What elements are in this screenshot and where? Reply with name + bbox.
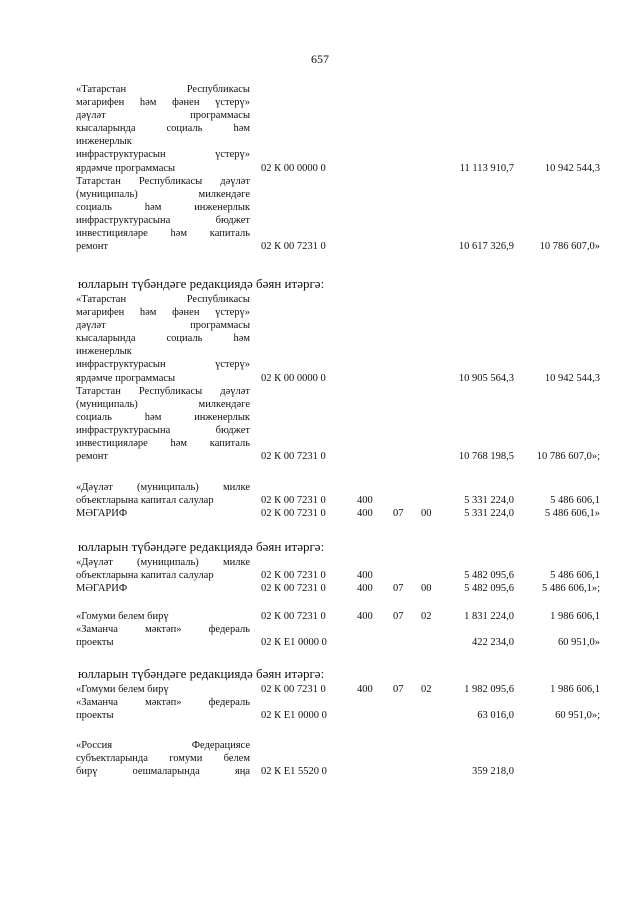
value-year1-cell: 63 016,0 [477,710,514,722]
code-cell: 02 К Е1 0000 0 [261,637,327,649]
row-name-line: «Дәүләт (муниципаль) милке [76,557,250,568]
value-year2-cell: 5 486 606,1» [544,508,600,520]
row-name [76,610,250,623]
row-name-line: инвестицияләре һәм капиталь [76,438,250,450]
row-name-line: инфраструктурасына бюджет [76,214,250,226]
expense-type-cell: 400 [357,583,373,595]
row-name-line: ремонт [76,241,109,253]
row-name-line: «Гомуми белем бирү [76,611,169,622]
expense-type-cell: 400 [357,611,373,622]
code-cell: 02 К 00 7231 0 [261,570,326,582]
row-name [76,623,250,649]
row-name [76,582,250,595]
row-name-line: (муниципаль) милкендәге [76,398,250,410]
value-year2-cell: 5 486 606,1 [550,570,600,582]
row-name [76,83,250,175]
expense-type-cell: 400 [357,570,373,582]
row-name-line: инфраструктурасына бюджет [76,424,250,436]
code-cell: 02 К 00 7231 0 [261,684,326,695]
code-cell: 02 К 00 7231 0 [261,241,326,253]
row-name-line: «Дәүләт (муниципаль) милке [76,482,250,493]
section-cell: 07 [393,684,404,695]
row-name-line: «Заманча мәктәп» федераль [76,697,250,709]
expense-type-cell: 400 [357,495,373,507]
value-year1-cell: 10 617 326,9 [458,241,514,253]
value-year2-cell: 1 986 606,1 [550,684,600,695]
value-year1-cell: 1 831 224,0 [464,611,514,622]
row-name-line: субъектларында гомуми белем [76,753,250,765]
value-year1-cell: 5 482 095,6 [464,570,514,582]
expense-type-cell: 400 [357,508,373,520]
code-cell: 02 К Е1 0000 0 [261,710,327,722]
value-year2-cell: 60 951,0» [558,637,600,649]
row-name [76,683,250,696]
section-heading: юлларын түбәндәге редакциядә бәян итәргә: [78,276,325,291]
row-name-line: проекты [76,710,114,722]
value-year2-cell: 5 486 606,1 [550,495,600,507]
value-year2-cell: 10 942 544,3 [544,162,600,174]
row-name-line: кысаларында социаль һәм [76,123,250,135]
row-name [76,481,250,507]
row-name [76,556,250,582]
code-cell: 02 К 00 7231 0 [261,451,326,463]
row-name [76,739,250,778]
code-cell: 02 К Е1 5520 0 [261,766,327,778]
row-name-line: Татарстан Республикасы дәүләт [76,385,250,397]
row-name-line: МӘГАРИФ [76,508,128,520]
row-name [76,385,250,464]
row-name-line: дәүләт программасы [76,110,250,122]
row-name-line: мәгарифен һәм фәнен үстерү» [76,97,250,109]
subsection-cell: 00 [421,583,432,595]
row-name-line: «Заманча мәктәп» федераль [76,624,250,636]
row-name-line: МӘГАРИФ [76,583,128,595]
value-year2-cell: 5 486 606,1»; [541,583,600,595]
row-name-line: бирү оешмаларында яңа [76,766,250,778]
row-name-line: «Татарстан Республикасы [76,84,250,95]
row-name-line: «Россия Федерациясе [76,740,250,751]
value-year2-cell: 60 951,0»; [555,710,600,722]
row-name [76,175,250,254]
subsection-cell: 00 [421,508,432,520]
row-name-line: Татарстан Республикасы дәүләт [76,175,250,187]
row-name-line: проекты [76,637,114,649]
section-heading: юлларын түбәндәге редакциядә бәян итәргә: [78,666,325,681]
row-name-line: (муниципаль) милкендәге [76,188,250,200]
value-year1-cell: 359 218,0 [472,766,514,778]
row-name-line: инженерлык [76,346,132,358]
code-cell: 02 К 00 0000 0 [261,162,326,174]
value-year2-cell: 10 786 607,0» [539,241,600,253]
subsection-cell: 02 [421,684,432,695]
section-cell: 07 [393,583,404,595]
value-year1-cell: 5 482 095,6 [464,583,514,595]
value-year1-cell: 422 234,0 [472,637,514,649]
value-year1-cell: 10 905 564,3 [458,372,514,384]
row-name-line: ремонт [76,451,109,463]
section-cell: 07 [393,611,404,622]
value-year2-cell: 1 986 606,1 [550,611,600,622]
row-name-line: ярдәмче программасы [76,162,176,174]
code-cell: 02 К 00 7231 0 [261,508,326,520]
code-cell: 02 К 00 0000 0 [261,372,326,384]
row-name-line: мәгарифен һәм фәнен үстерү» [76,307,250,319]
subsection-cell: 02 [421,611,432,622]
value-year1-cell: 11 113 910,7 [459,162,514,174]
value-year1-cell: 5 331 224,0 [464,508,514,520]
row-name-line: «Гомуми белем бирү [76,684,169,695]
row-name-line: социаль һәм инженерлык [76,411,250,423]
row-name-line: инфраструктурасын үстерү» [76,359,250,371]
row-name-line: объектларына капитал салулар [76,495,214,507]
row-name-line: социаль һәм инженерлык [76,201,250,213]
code-cell: 02 К 00 7231 0 [261,495,326,507]
value-year1-cell: 5 331 224,0 [464,495,514,507]
row-name [76,507,250,520]
section-heading: юлларын түбәндәге редакциядә бәян итәргә: [78,539,325,554]
page-number: 657 [311,52,329,66]
value-year1-cell: 10 768 198,5 [458,451,514,463]
code-cell: 02 К 00 7231 0 [261,611,326,622]
row-name-line: «Татарстан Республикасы [76,294,250,305]
row-name-line: инженерлык [76,136,132,148]
row-name-line: инфраструктурасын үстерү» [76,149,250,161]
expense-type-cell: 400 [357,684,373,695]
value-year1-cell: 1 982 095,6 [464,684,514,695]
row-name-line: ярдәмче программасы [76,372,176,384]
section-cell: 07 [393,508,404,520]
row-name-line: объектларына капитал салулар [76,570,214,582]
value-year2-cell: 10 942 544,3 [544,372,600,384]
row-name [76,696,250,722]
row-name-line: инвестицияләре һәм капиталь [76,228,250,240]
code-cell: 02 К 00 7231 0 [261,583,326,595]
row-name-line: дәүләт программасы [76,320,250,332]
row-name [76,293,250,385]
value-year2-cell: 10 786 607,0»; [536,451,600,463]
row-name-line: кысаларында социаль һәм [76,333,250,345]
